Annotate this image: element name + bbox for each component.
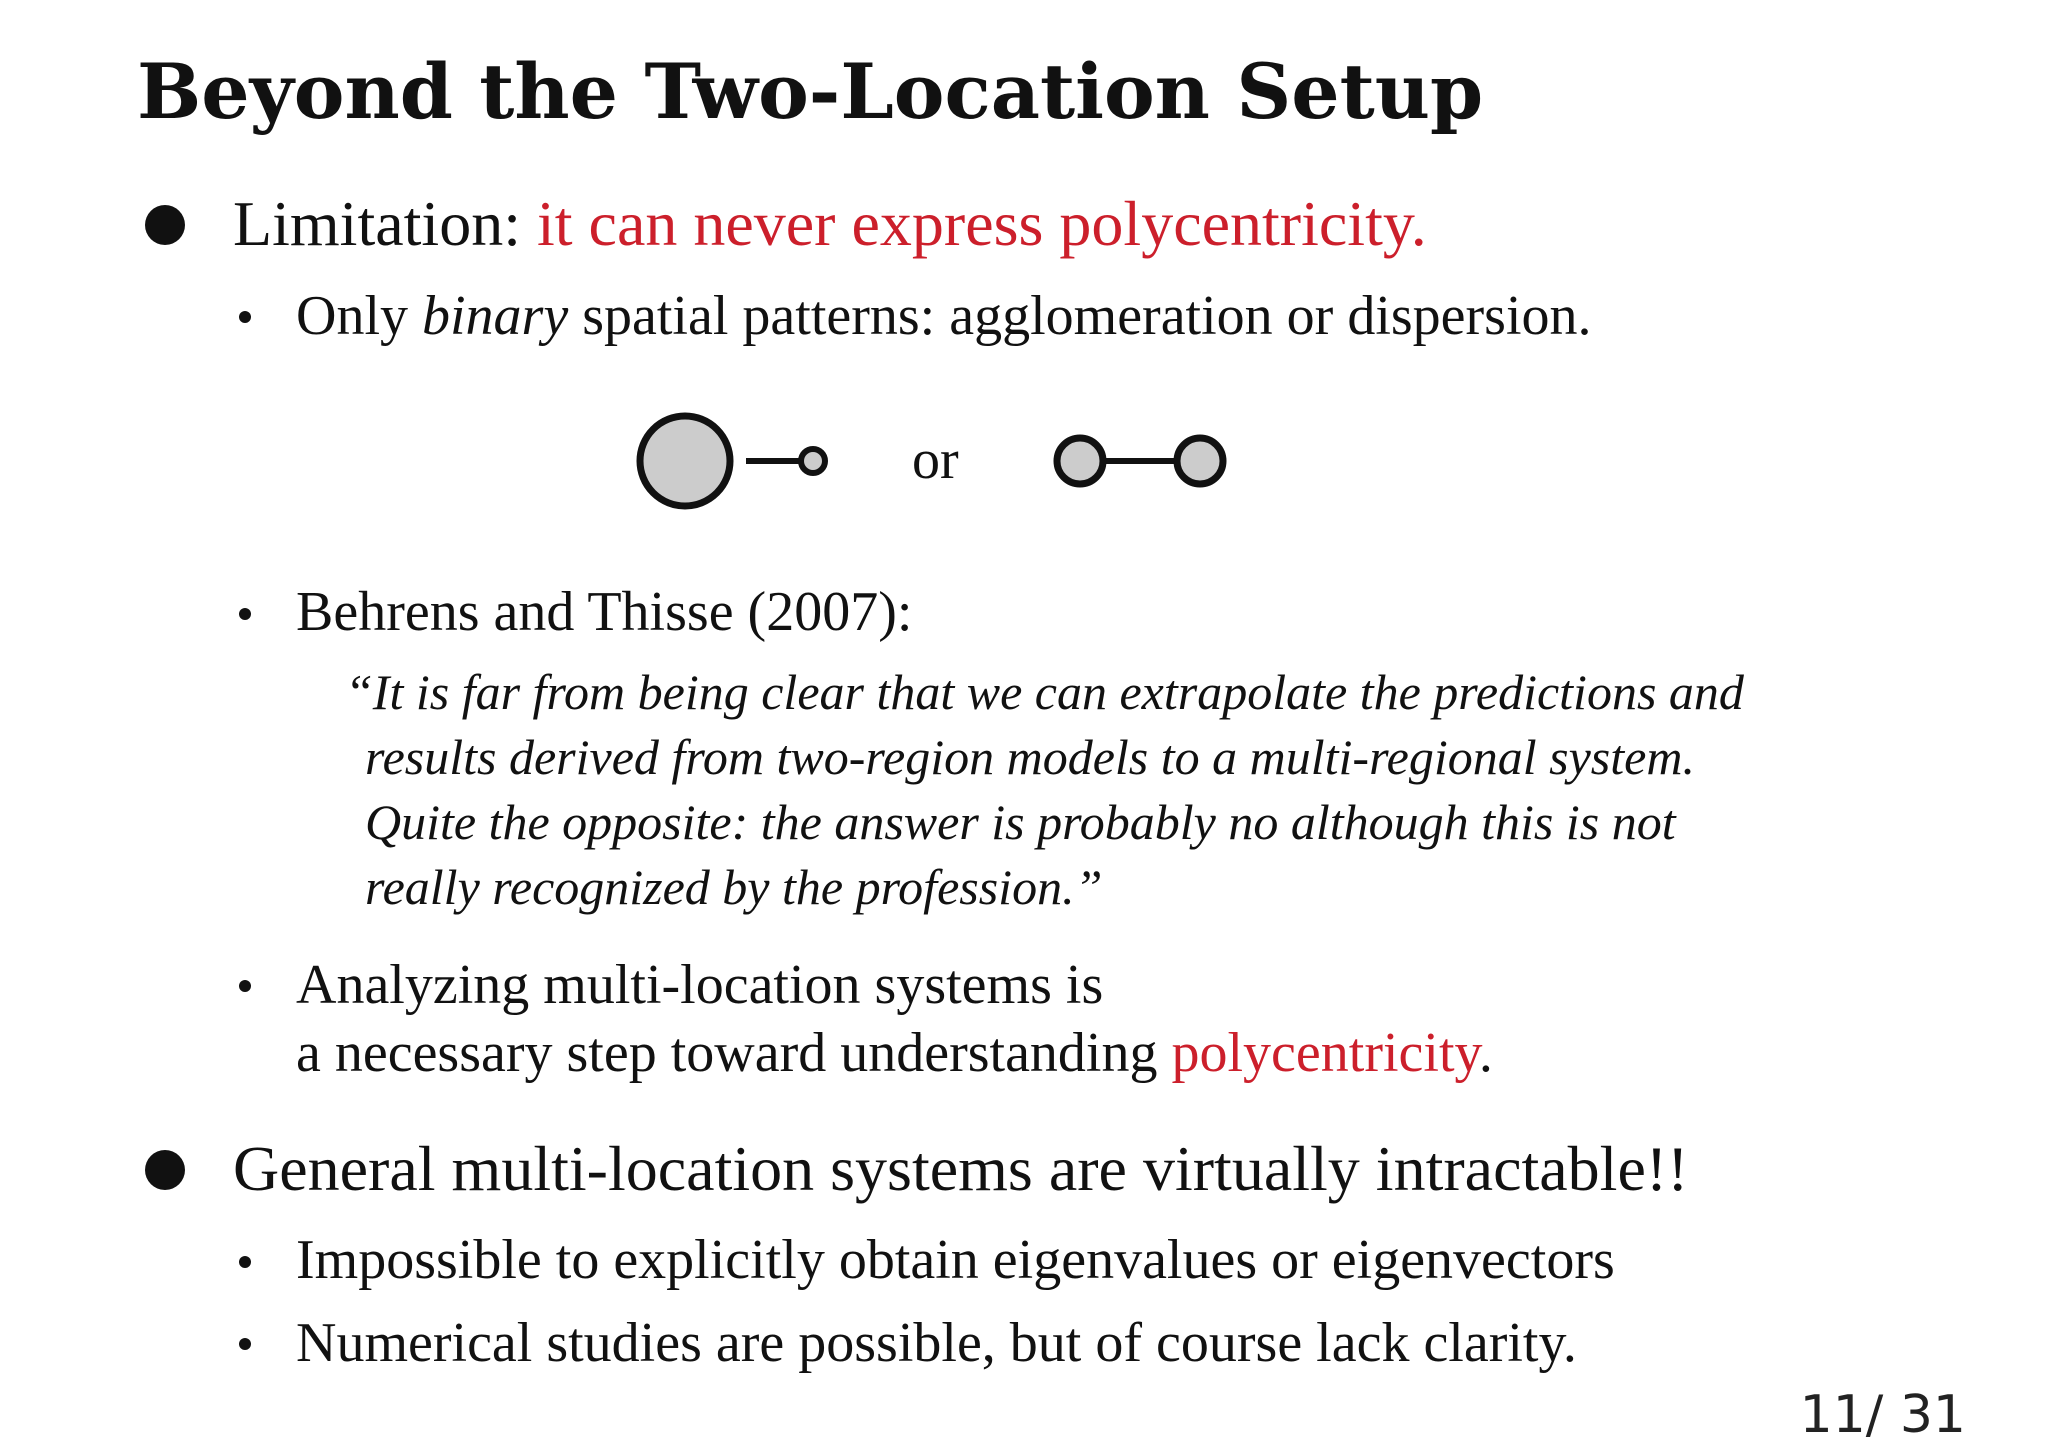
limitation-highlight: it can never express polycentricity. bbox=[536, 188, 1427, 259]
behrens-thisse-quote bbox=[345, 660, 1744, 920]
sub-bullet-citation bbox=[239, 608, 251, 620]
eigen-line: Impossible to explicitly obtain eigenvalues or eigenvectors bbox=[296, 1229, 1615, 1291]
citation-line: Behrens and Thisse (2007): bbox=[296, 581, 913, 643]
page-number: 11/ 31 bbox=[1799, 1385, 1966, 1445]
limitation-prefix: Limitation: bbox=[233, 188, 537, 259]
analyzing-line-1: Analyzing multi-location systems is bbox=[296, 954, 1104, 1016]
sub-bullet-analyzing bbox=[239, 980, 251, 992]
equal-pair-icon bbox=[1057, 438, 1223, 484]
analyzing-before: a necessary step toward understanding bbox=[296, 1022, 1172, 1084]
analyzing-line-2 bbox=[296, 1018, 1493, 1088]
analyzing-after: . bbox=[1478, 1022, 1493, 1084]
quote-line-4: really recognized by the profession.” bbox=[365, 859, 1103, 915]
large-small-pair-icon bbox=[640, 416, 825, 506]
or-label: or bbox=[912, 429, 959, 491]
main-bullet-1 bbox=[145, 205, 185, 245]
main-bullet-2 bbox=[145, 1150, 185, 1190]
binary-before: Only bbox=[296, 285, 422, 347]
numerical-line: Numerical studies are possible, but of course lack clarity. bbox=[296, 1312, 1577, 1374]
sub-bullet-eigen bbox=[239, 1256, 251, 1268]
intractable-line: General multi-location systems are virtually intractable!! bbox=[233, 1133, 1689, 1204]
binary-after: spatial patterns: agglomeration or dispersion. bbox=[568, 285, 1592, 347]
quote-line-1: “It is far from being clear that we can extrapolate the predictions and bbox=[345, 664, 1744, 720]
polycentricity-highlight: polycentricity bbox=[1171, 1022, 1479, 1084]
quote-line-2: results derived from two-region models to a multi-regional system. bbox=[365, 729, 1695, 785]
sub-bullet-numerical bbox=[239, 1338, 251, 1350]
limitation-line bbox=[233, 186, 1427, 262]
sub-bullet-binary bbox=[239, 311, 251, 323]
quote-line-3: Quite the opposite: the answer is probably no although this is not bbox=[365, 794, 1676, 850]
slide-title: Beyond the Two-Location Setup bbox=[137, 47, 1484, 136]
binary-emphasis: binary bbox=[422, 285, 569, 347]
binary-patterns-line bbox=[296, 281, 1592, 351]
